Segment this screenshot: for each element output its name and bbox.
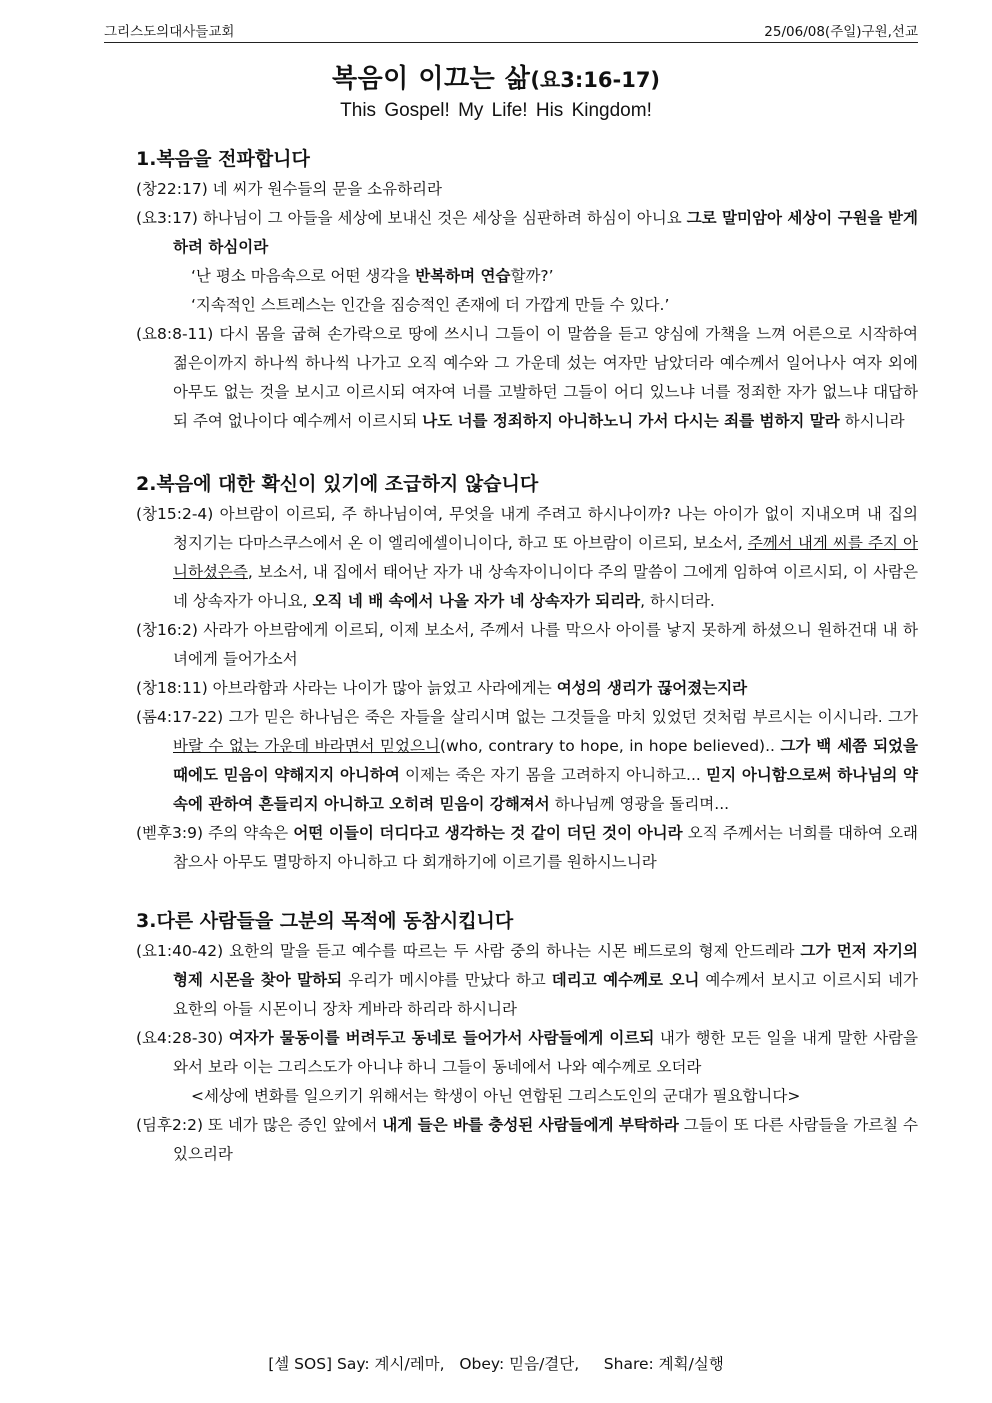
quote-text: ‘난 평소 마음속으로 어떤 생각을	[191, 267, 416, 285]
section-heading: 1.복음을 전파합니다	[136, 148, 310, 170]
verse-text: 하나님께 영광을 돌리며...	[549, 795, 730, 813]
verse-text: 그들이 또 다른 사람들을 가르칠 수 있으리라	[173, 1116, 919, 1163]
verse-emphasis: 여자가 물동이를 버려두고 동네로 들어가서 사람들에게 이르되	[228, 1029, 655, 1047]
verse-underline: 바랄 수 없는 가운데 바라면서 믿었으니	[173, 737, 440, 755]
section-spacer	[136, 436, 918, 470]
verse-john4-28-30	[136, 1024, 918, 1082]
quote-emphasis: 반복하며 연습	[415, 267, 511, 285]
sermon-title-ref: (요3:16-17)	[530, 68, 661, 92]
verse-text: 아브람이 이르되, 주 하나님이여, 무엇을 내게 주려고 하시나이까? 나는 아이가 없이 지내오며 내 집의 청지기는 다마스쿠스에서 온 이 엘리에셀이니이다, 하고 또 아브람이 이르되, 보소서,	[173, 505, 918, 552]
section-heading: 2.복음에 대한 확신이 있기에 조급하지 않습니다	[136, 473, 539, 495]
verse-text: 주의 약속은	[203, 824, 294, 842]
verse-2tim2-2	[136, 1111, 918, 1169]
verse-emphasis: 내게 들은 바를 충성된 사람들에게 부탁하라	[382, 1116, 679, 1134]
verse-ref: (롬4:17-22)	[136, 708, 224, 726]
verse-emphasis: 그로 말미암아 세상이 구원을 받게 하려 하심이라	[173, 209, 918, 256]
verse-text: 아브라함과 사라는 나이가 많아 늙었고 사라에게는	[207, 679, 557, 697]
section-2	[136, 470, 918, 877]
verse-ref: (요1:40-42)	[136, 942, 224, 960]
verse-text: 내가 행한 모든 일을 내게 말한 사람을 와서 보라 이는 그리스도가 아니냐 하니 그들이 동네에서 나와 예수께로 오더라	[173, 1029, 918, 1076]
quote-text: ‘지속적인 스트레스는 인간을 짐승적인 존재에 더 가깝게 만들 수 있다.’	[191, 296, 670, 314]
verse-emphasis: 나도 너를 정죄하지 아니하노니 가서 다시는 죄를 범하지 말라	[422, 412, 840, 430]
verse-gen18-11	[136, 674, 918, 703]
verse-rom4-17-22	[136, 703, 918, 819]
sermon-date: 25/06/08(주일)구원,선교	[764, 24, 918, 40]
verse-ref: (창15:2-4)	[136, 505, 214, 523]
verse-text: 사라가 아브람에게 이르되, 이제 보소서, 주께서 나를 막으사 아이를 낳지 못하게 하셨으니 원하건대 내 하녀에게 들어가소서	[173, 621, 918, 668]
verse-text: (who, contrary to hope, in hope believed)..	[439, 737, 781, 755]
verse-text: 또 네가 많은 증인 앞에서	[203, 1116, 383, 1134]
verse-john8-8-11	[136, 320, 918, 436]
verse-emphasis: 믿지 아니함으로써 하나님의 약속에 관하여 흔들리지 아니하고 오히려 믿음이 강해져서	[173, 766, 919, 813]
verse-emphasis: 데리고 예수께로 오니	[551, 971, 700, 989]
verse-text: 네 씨가 원수들의 문을 소유하리라	[207, 180, 443, 198]
verse-text: 이제는 죽은 자기 몸을 고려하지 아니하고...	[399, 766, 707, 784]
sermon-title	[0, 58, 992, 95]
sermon-body	[136, 145, 918, 1169]
verse-emphasis: 그가 먼저 자기의 형제 시몬을 찾아 말하되	[173, 942, 918, 989]
verse-text: 다시 몸을 굽혀 손가락으로 땅에 쓰시니 그들이 이 말씀을 듣고 양심에 가책을 느껴 어른으로 시작하여 젊은이까지 하나씩 하나씩 나가고 오직 예수와 그 가운데 섰는 여자만 남았더라 예수께서 일어나사 여자 외에 아무도 없는 것을 보시고 이르시되 여자여 너를 고발하던 그들이 어디 있느냐 너를 정죄한 자가 없느냐 대답하되 주여 없나이다 예수께서 이르시되	[173, 325, 918, 430]
verse-ref: (요4:28-30)	[136, 1029, 224, 1047]
verse-emphasis: 오직 네 배 속에서 나올 자가 네 상속자가 되리라	[312, 592, 641, 610]
verse-text: 우리가 메시야를 만났다 하고	[342, 971, 552, 989]
quote-line	[136, 262, 918, 291]
verse-ref: (창22:17)	[136, 180, 208, 198]
verse-text: 요한의 말을 듣고 예수를 따르는 두 사람 중의 하나는 시몬 베드로의 형제 안드레라	[223, 942, 801, 960]
verse-emphasis: 어떤 이들이 더디다고 생각하는 것 같이 더딘 것이 아니라	[293, 824, 683, 842]
cell-sos-footer: [셀 SOS] Say: 계시/레마, Obey: 믿음/결단, Share: 계획/실행	[268, 1355, 724, 1373]
church-name: 그리스도의대사들교회	[104, 24, 235, 40]
verse-john3-17	[136, 204, 918, 262]
verse-john1-40-42	[136, 937, 918, 1024]
note-line: <세상에 변화를 일으키기 위해서는 학생이 아닌 연합된 그리스도인의 군대가 필요합니다>	[191, 1087, 801, 1105]
verse-gen15-2-4	[136, 500, 918, 616]
verse-text: 예수께서 보시고 이르시되 네가 요한의 아들 시몬이니 장차 게바라 하리라 하시니라	[173, 971, 919, 1018]
quote-line	[136, 291, 918, 320]
section-heading: 3.다른 사람들을 그분의 목적에 동참시킵니다	[136, 910, 514, 932]
verse-emphasis: 그가 백 세쯤 되었을 때에도 믿음이 약해지지 아니하여	[173, 737, 918, 784]
sermon-title-main: 복음이 이끄는 삶	[331, 64, 531, 94]
verse-text: 하시니라	[839, 412, 905, 430]
verse-ref: (창18:11)	[136, 679, 208, 697]
page-header	[104, 20, 918, 43]
sermon-subtitle: This Gospel! My Life! His Kingdom!	[340, 100, 652, 121]
verse-underline: 주께서 내게 씨를 주지 아니하셨은즉	[173, 534, 918, 581]
verse-text: , 하시더라.	[640, 592, 715, 610]
verse-ref: (요3:17)	[136, 209, 198, 227]
verse-2pet3-9	[136, 819, 918, 877]
verse-ref: (딤후2:2)	[136, 1116, 203, 1134]
section-1	[136, 145, 918, 436]
section-3	[136, 907, 918, 1169]
verse-text: 오직 주께서는 너희를 대하여 오래 참으사 아무도 멸망하지 아니하고 다 회개하기에 이르기를 원하시느니라	[173, 824, 918, 871]
verse-text: 그가 믿은 하나님은 죽은 자들을 살리시며 없는 그것들을 마치 있었던 것처럼 부르시는 이시니라. 그가	[223, 708, 918, 726]
verse-ref: (요8:8-11)	[136, 325, 214, 343]
title-block	[0, 58, 992, 122]
verse-ref: (창16:2)	[136, 621, 198, 639]
quote-text: 할까?’	[510, 267, 554, 285]
verse-text: 하나님이 그 아들을 세상에 보내신 것은 세상을 심판하려 하심이 아니요	[197, 209, 687, 227]
section-spacer	[136, 877, 918, 907]
verse-text: , 보소서, 내 집에서 태어난 자가 내 상속자이니이다 주의 말씀이 그에게 임하여 이르시되, 이 사람은 네 상속자가 아니요,	[173, 563, 918, 610]
verse-ref: (벧후3:9)	[136, 824, 203, 842]
verse-gen22-17	[136, 175, 918, 204]
verse-emphasis: 여성의 생리가 끊어졌는지라	[556, 679, 748, 697]
verse-gen16-2	[136, 616, 918, 674]
